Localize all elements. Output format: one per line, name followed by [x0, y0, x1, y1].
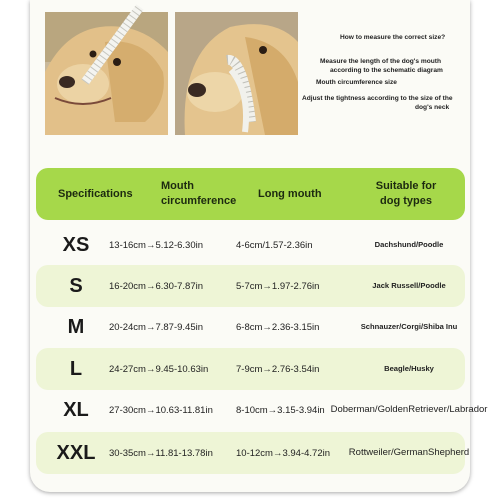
instruction-step-1-cont: according to the schematic diagram: [330, 67, 443, 74]
mouth-circumference-value: 20-24cm→7.87-9.45in: [109, 321, 203, 333]
long-mouth-value: 4-6cm/1.57-2.36in: [236, 239, 313, 251]
size-label: XXL: [56, 441, 96, 464]
header-mouth-line2: circumference: [161, 195, 237, 207]
dog-types-line1: Doberman/Golden: [330, 404, 409, 415]
dog-types-value: Dachshund/Poodle: [374, 240, 444, 249]
size-label: L: [69, 357, 83, 380]
dog-types-value: Beagle/Husky: [384, 364, 434, 373]
size-label: S: [69, 274, 83, 297]
dog-types-value: [348, 432, 470, 474]
header-long-mouth: Long mouth: [258, 188, 322, 200]
long-mouth-value: 10-12cm→3.94-4.72in: [236, 447, 330, 459]
dog-types-line2: Retriever/Labrador: [408, 404, 488, 415]
table-row-m: [36, 306, 465, 348]
header-mouth-line1: Mouth: [161, 180, 194, 192]
size-label: XS: [62, 233, 90, 256]
instruction-step-3: Adjust the tightness according to the size of the: [302, 95, 453, 102]
dog-types-line2: Shepherd: [428, 447, 470, 458]
dog-types-value: [330, 389, 488, 431]
instruction-step-2: Mouth circumference size: [316, 79, 397, 86]
long-mouth-value: 6-8cm→2.36-3.15in: [236, 321, 320, 333]
dog-types-line1: Rottweiler/German: [348, 447, 428, 458]
dog-measuring-circumference-photo: [175, 12, 298, 135]
instruction-step-1: Measure the length of the dog's mouth: [320, 58, 441, 65]
size-chart-card: [30, 0, 488, 492]
dog-types-value: Jack Russell/Poodle: [372, 281, 446, 290]
mouth-circumference-value: 27-30cm→10.63-11.81in: [109, 404, 213, 416]
header-suitable-dogs: [366, 179, 446, 209]
size-table-header: [36, 168, 465, 220]
dog-types-value: Schnauzer/Corgi/Shiba Inu: [360, 322, 458, 331]
mouth-circumference-value: 16-20cm→6.30-7.87in: [109, 280, 203, 292]
long-mouth-value: 5-7cm→1.97-2.76in: [236, 280, 320, 292]
instructions-title: How to measure the correct size?: [340, 34, 446, 41]
mouth-circumference-value: 30-35cm→11.81-13.78in: [109, 447, 213, 459]
header-mouth-circumference: [161, 179, 251, 209]
long-mouth-value: 8-10cm→3.15-3.94in: [236, 404, 325, 416]
size-label: XL: [63, 398, 89, 421]
header-suit-line1: Suitable for: [375, 180, 437, 192]
instruction-step-3-cont: dog's neck: [415, 104, 450, 111]
table-row-l: [36, 348, 465, 390]
table-row-xs: [36, 224, 465, 266]
table-row-s: [36, 265, 465, 307]
mouth-circumference-value: 24-27cm→9.45-10.63in: [109, 363, 209, 375]
long-mouth-value: 7-9cm→2.76-3.54in: [236, 363, 320, 375]
table-row-xl: [36, 389, 488, 431]
size-label: M: [67, 315, 85, 338]
mouth-circumference-value: 13-16cm→5.12-6.30in: [109, 239, 203, 251]
header-specifications: Specifications: [58, 188, 133, 200]
table-row-xxl: [36, 432, 470, 474]
header-suit-line2: dog types: [380, 195, 432, 207]
dog-measuring-length-photo: [45, 12, 168, 135]
